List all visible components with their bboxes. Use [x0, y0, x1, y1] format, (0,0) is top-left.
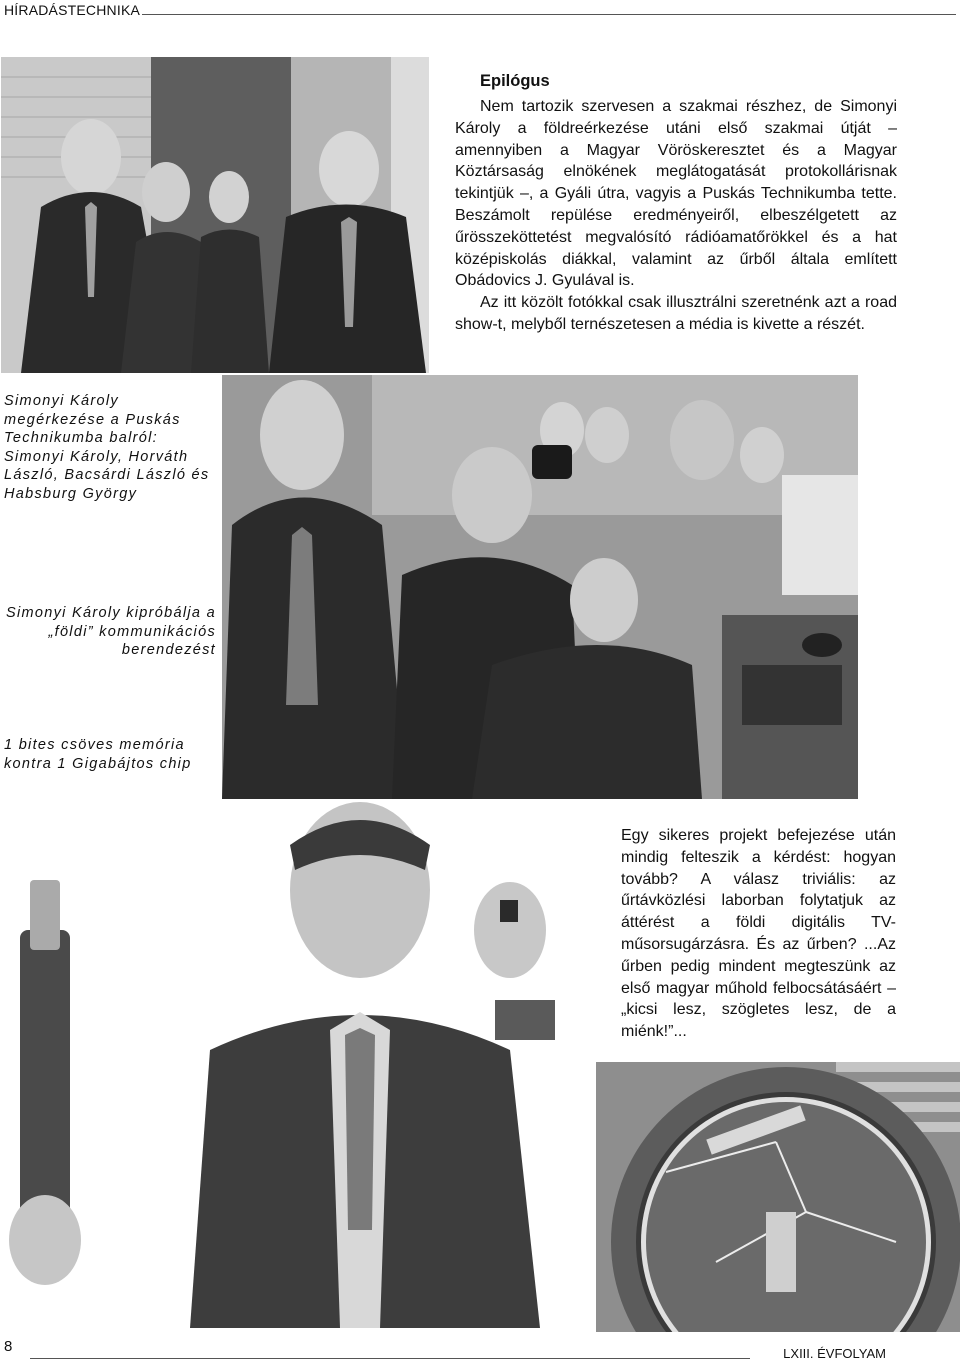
photo-radio-test [222, 375, 858, 799]
caption-radio: Simonyi Károly kipróbálja a „földi” kommunikációs berendezést [6, 605, 216, 658]
photo-mission-patch [596, 1062, 960, 1332]
header-rule [142, 14, 956, 15]
article-heading: Epilógus [480, 72, 550, 90]
caption-chip: 1 bites csöves memória kontra 1 Gigabájtos chip [4, 737, 192, 772]
photo-arrival [1, 57, 429, 373]
article [455, 70, 897, 336]
article-paragraph: Nem tartozik szervesen a szakmai részhez, de Simonyi Károly a földreérkezése utáni első szakmai útját – amennyiben a Magyar Vöröskeresztet és a Magyar Köztársaság elnökének meglátogatását protokollárisnak tekintjük –, a Gyáli útra, vagyis a Puskás Technikumba tette. Beszámolt repülése eredményeiről, elbeszélgetett az űrösszeköttetést megvalósító rádióamatőrökkel és a hat középiskolás diákkal, valamint az űrből általa említett Obádovics J. Gyulával is. [455, 98, 897, 290]
issue-label: LXIII. ÉVFOLYAM [783, 1346, 886, 1361]
photo-tube-vs-chip [0, 800, 610, 1328]
footer-rule [30, 1358, 750, 1359]
article-paragraph: Az itt közölt fotókkal csak illusztrálni szeretnénk azt a road show-t, melyből ternészetesen a média is kivette a részét. [455, 294, 897, 333]
caption-arrival: Simonyi Károly megérkezése a Puskás Technikumba balról: Simonyi Károly, Horváth László, Bacsárdi László és Habsburg György [4, 393, 210, 502]
closing-note: Egy sikeres projekt befejezése után mindig felteszik a kérdést: hogyan tovább? A válasz triviális: az űrtávközlési laborban folytatjuk az áttérést a földi digitális TV-műsorsugárzásra. És az űrben? ...Az űrben pedig mindent megteszünk az első magyar műhold felbocsátásáért – „kicsi lesz, szögletes lesz, de a miénk!”... [621, 827, 896, 1041]
section-title: HÍRADÁSTECHNIKA [4, 2, 141, 18]
page-number: 8 [4, 1338, 13, 1355]
